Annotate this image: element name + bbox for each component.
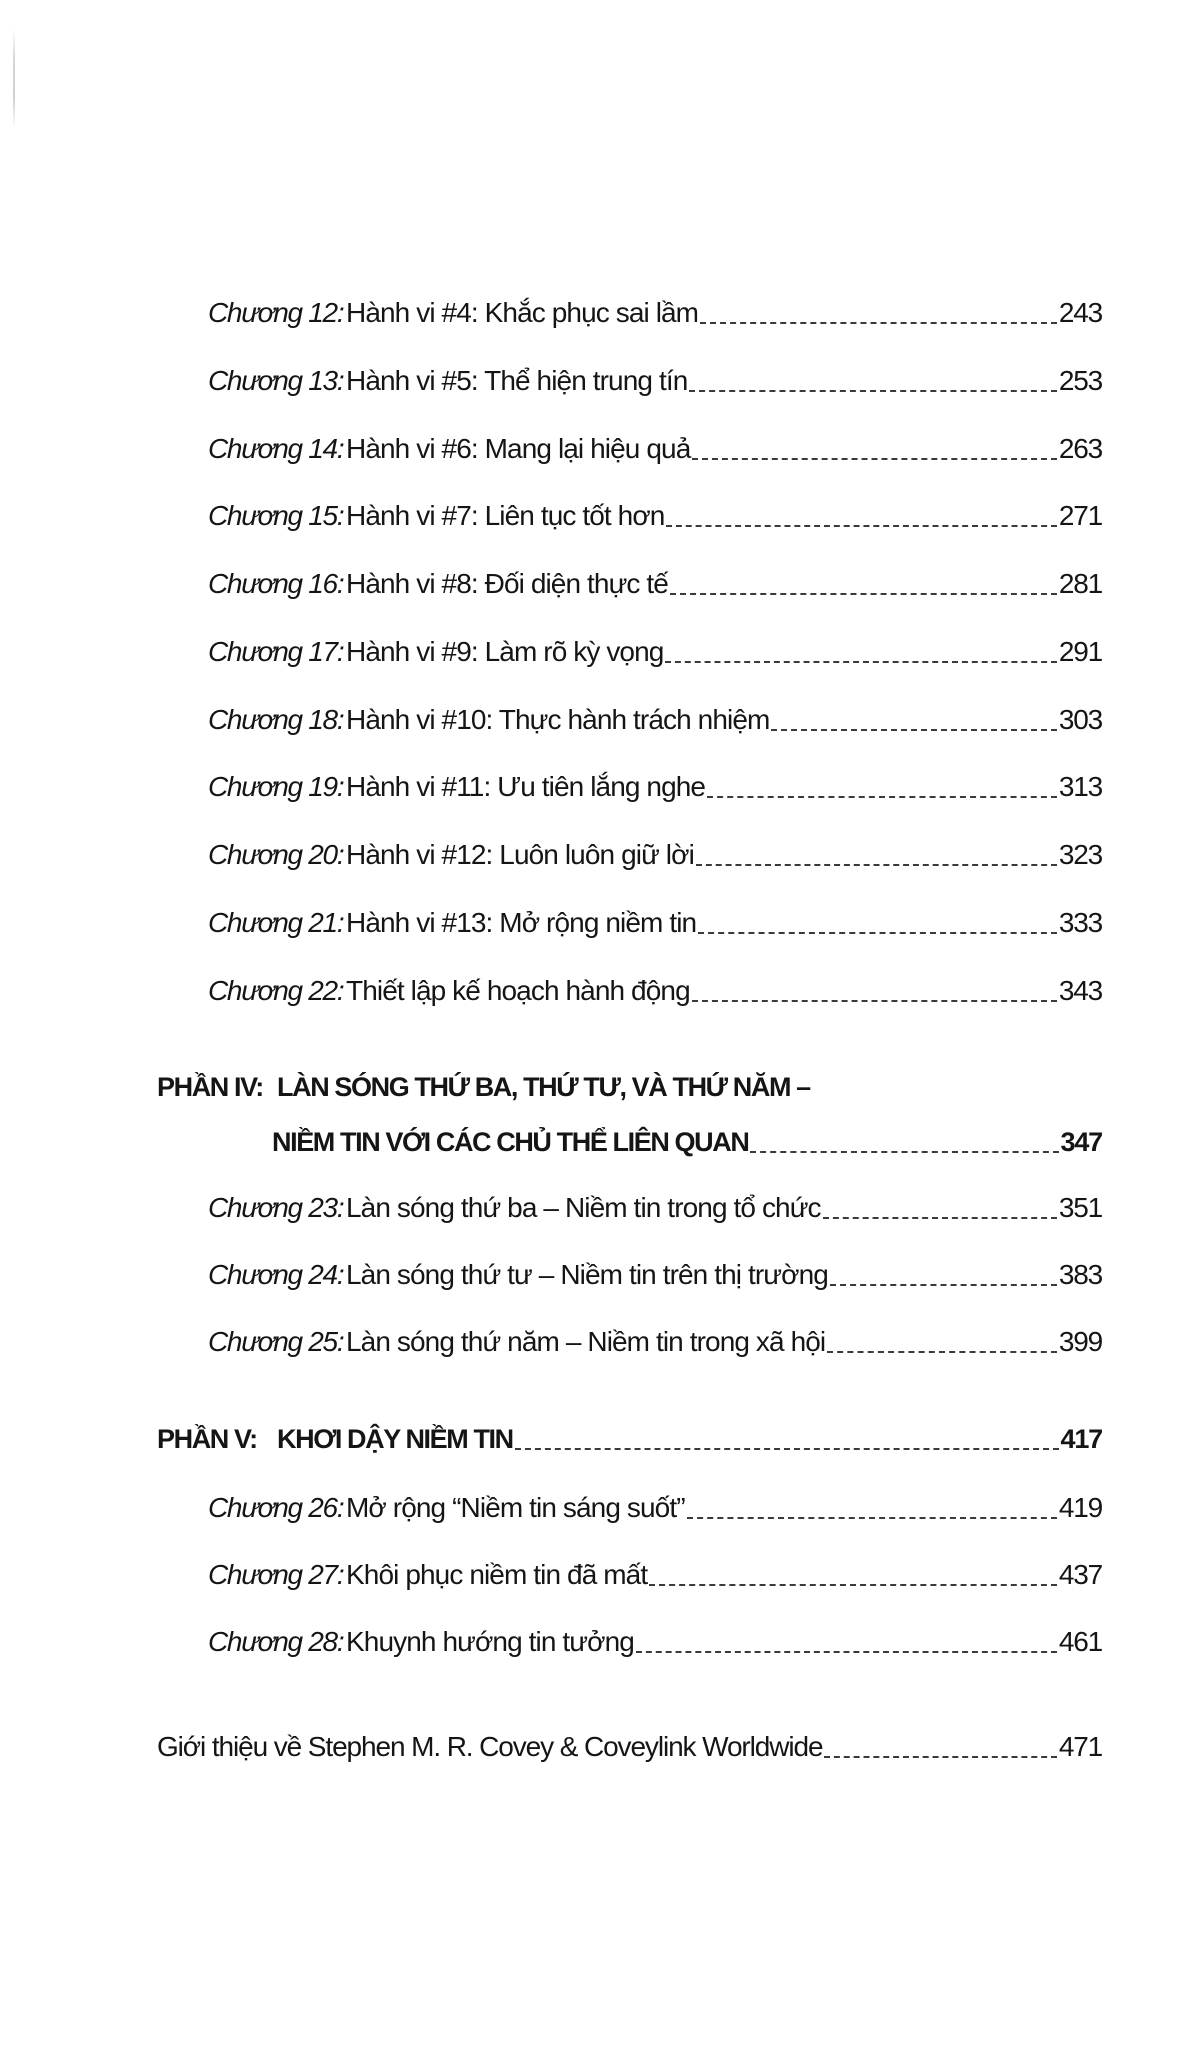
toc-entry-chapter-15[interactable] (208, 493, 1102, 533)
page-number: 417 (1060, 1424, 1102, 1454)
page-number: 303 (1058, 704, 1102, 735)
dot-leader (692, 458, 1057, 460)
page-number: 271 (1058, 500, 1102, 531)
chapter-label: Chương 15: (208, 500, 344, 531)
chapter-title: Hành vi #4: Khắc phục sai lầm (346, 297, 699, 328)
chapter-label: Chương 23: (208, 1192, 344, 1223)
dot-leader (665, 661, 1056, 663)
chapter-title: Thiết lập kế hoạch hành động (346, 975, 690, 1006)
toc-entry-chapter-16[interactable] (208, 561, 1102, 601)
chapter-label: Chương 21: (208, 907, 344, 938)
chapter-label: Chương 22: (208, 975, 344, 1006)
toc-entry-part-4[interactable] (157, 1064, 1102, 1104)
dot-leader (515, 1448, 1059, 1450)
page-number: 383 (1058, 1259, 1102, 1290)
toc-entry-chapter-21[interactable] (208, 900, 1102, 940)
page-number: 253 (1058, 365, 1102, 396)
dot-leader (692, 1000, 1057, 1002)
toc-entry-chapter-19[interactable] (208, 764, 1102, 804)
dot-leader (700, 322, 1057, 324)
toc-entry-chapter-26[interactable] (208, 1485, 1102, 1525)
chapter-title: Làn sóng thứ tư – Niềm tin trên thị trường (346, 1259, 828, 1290)
page-number: 243 (1058, 297, 1102, 328)
part-label: PHẦN V: (157, 1424, 257, 1454)
toc-entry-chapter-27[interactable] (208, 1552, 1102, 1592)
toc-entry-chapter-17[interactable] (208, 629, 1102, 669)
chapter-title: Mở rộng “Niềm tin sáng suốt” (346, 1492, 685, 1523)
page-number: 437 (1058, 1559, 1102, 1590)
chapter-title: Khôi phục niềm tin đã mất (346, 1559, 648, 1590)
toc-entry-chapter-20[interactable] (208, 832, 1102, 872)
chapter-label: Chương 14: (208, 433, 344, 464)
chapter-title: Làn sóng thứ ba – Niềm tin trong tổ chức (346, 1192, 821, 1223)
chapter-title: Khuynh hướng tin tưởng (346, 1626, 634, 1657)
toc-entry-chapter-12[interactable] (208, 290, 1102, 330)
dot-leader (689, 390, 1056, 392)
page-number: 419 (1058, 1492, 1102, 1523)
page-number: 291 (1058, 636, 1102, 667)
dot-leader (750, 1151, 1058, 1153)
toc-entry-part-4-continued[interactable] (272, 1119, 1102, 1159)
chapter-label: Chương 18: (208, 704, 344, 735)
chapter-label: Chương 28: (208, 1626, 344, 1657)
chapter-label: Chương 17: (208, 636, 344, 667)
dot-leader (830, 1284, 1057, 1286)
chapter-label: Chương 26: (208, 1492, 344, 1523)
page-number: 333 (1058, 907, 1102, 938)
page-number: 471 (1058, 1731, 1102, 1762)
page-number: 347 (1060, 1127, 1102, 1157)
chapter-title: Hành vi #12: Luôn luôn giữ lời (346, 839, 694, 870)
dot-leader (687, 1517, 1057, 1519)
toc-entry-chapter-13[interactable] (208, 358, 1102, 398)
page-number: 343 (1058, 975, 1102, 1006)
chapter-label: Chương 25: (208, 1326, 344, 1357)
dot-leader (707, 796, 1057, 798)
dot-leader (636, 1651, 1057, 1653)
toc-entry-part-5[interactable] (157, 1416, 1102, 1456)
chapter-title: Hành vi #13: Mở rộng niềm tin (346, 907, 697, 938)
page-number: 263 (1058, 433, 1102, 464)
chapter-title: Hành vi #6: Mang lại hiệu quả (346, 433, 691, 464)
page-edge-mark (13, 28, 15, 128)
toc-entry-chapter-14[interactable] (208, 426, 1102, 466)
page-number: 351 (1058, 1192, 1102, 1223)
chapter-title: Hành vi #5: Thể hiện trung tín (346, 365, 688, 396)
chapter-title: Hành vi #10: Thực hành trách nhiệm (346, 704, 770, 735)
page-number: 281 (1058, 568, 1102, 599)
toc-entry-chapter-25[interactable] (208, 1319, 1102, 1359)
part-title-continued: NIỀM TIN VỚI CÁC CHỦ THỂ LIÊN QUAN (272, 1127, 749, 1157)
dot-leader (823, 1217, 1057, 1219)
chapter-label: Chương 16: (208, 568, 344, 599)
dot-leader (670, 593, 1057, 595)
chapter-label: Chương 24: (208, 1259, 344, 1290)
toc-entry-chapter-24[interactable] (208, 1252, 1102, 1292)
page-number: 461 (1058, 1626, 1102, 1657)
toc-entry-chapter-22[interactable] (208, 968, 1102, 1008)
page-number: 313 (1058, 771, 1102, 802)
dot-leader (827, 1351, 1057, 1353)
dot-leader (649, 1584, 1057, 1586)
chapter-label: Chương 19: (208, 771, 344, 802)
toc-entry-chapter-28[interactable] (208, 1619, 1102, 1659)
chapter-title: Làn sóng thứ năm – Niềm tin trong xã hội (346, 1326, 826, 1357)
page-number: 399 (1058, 1326, 1102, 1357)
page-number: 323 (1058, 839, 1102, 870)
appendix-title: Giới thiệu về Stephen M. R. Covey & Coveylink Worldwide (157, 1731, 823, 1762)
chapter-label: Chương 13: (208, 365, 344, 396)
chapter-title: Hành vi #9: Làm rõ kỳ vọng (346, 636, 664, 667)
chapter-title: Hành vi #7: Liên tục tốt hơn (346, 500, 665, 531)
chapter-title: Hành vi #11: Ưu tiên lắng nghe (346, 771, 706, 802)
dot-leader (696, 864, 1057, 866)
toc-entry-chapter-23[interactable] (208, 1185, 1102, 1225)
chapter-title: Hành vi #8: Đối diện thực tế (346, 568, 668, 599)
dot-leader (824, 1756, 1056, 1758)
part-title: LÀN SÓNG THỨ BA, THỨ TƯ, VÀ THỨ NĂM – (277, 1072, 810, 1102)
toc-entry-about-author[interactable] (157, 1724, 1102, 1764)
chapter-label: Chương 27: (208, 1559, 344, 1590)
part-title: KHƠI DẬY NIỀM TIN (277, 1424, 513, 1454)
toc-entry-chapter-18[interactable] (208, 697, 1102, 737)
dot-leader (771, 729, 1056, 731)
part-label: PHẦN IV: (157, 1072, 263, 1102)
dot-leader (698, 932, 1057, 934)
dot-leader (666, 525, 1056, 527)
chapter-label: Chương 20: (208, 839, 344, 870)
chapter-label: Chương 12: (208, 297, 344, 328)
